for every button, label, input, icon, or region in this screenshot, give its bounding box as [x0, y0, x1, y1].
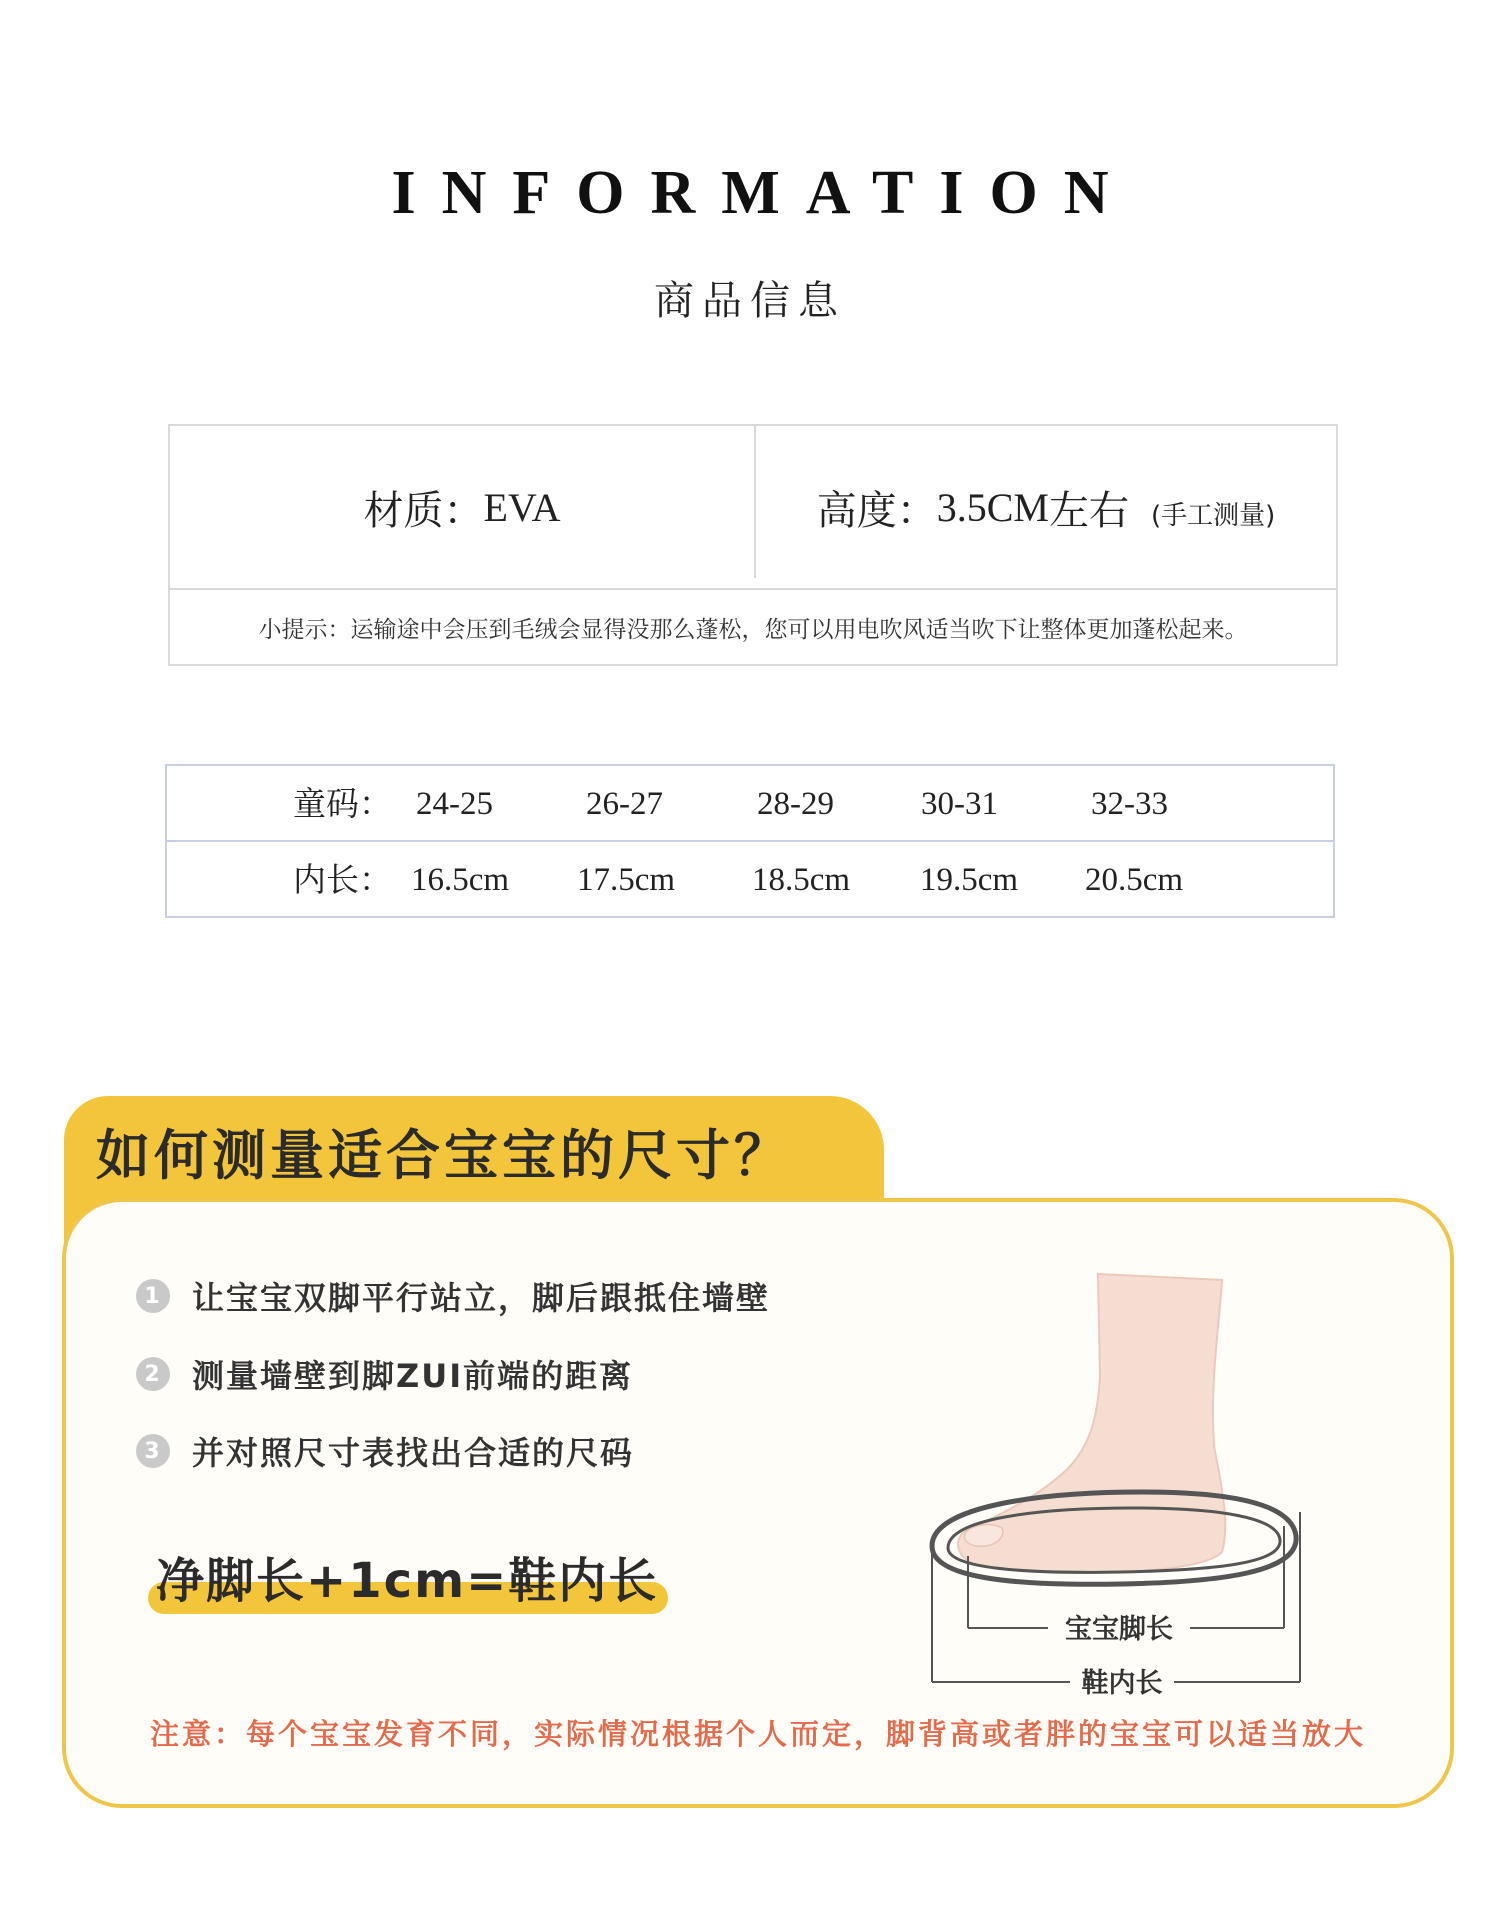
size-value: 28-29	[757, 786, 834, 822]
foot-measurement-diagram	[922, 1256, 1382, 1696]
info-tip: 小提示：运输途中会压到毛绒会显得没那么蓬松，您可以用电吹风适当吹下让整体更加蓬松起来。	[258, 616, 1248, 643]
step-item	[136, 1349, 633, 1399]
size-row	[165, 768, 1335, 840]
height-suffix: 左右	[1048, 487, 1129, 534]
length-value: 17.5cm	[577, 862, 676, 898]
size-value: 32-33	[1091, 786, 1168, 822]
step-number-2-icon: 2	[136, 1357, 170, 1391]
step-text: 让宝宝双脚平行站立，脚后跟抵住墙壁	[192, 1279, 771, 1317]
step-number-3-icon: 3	[136, 1434, 170, 1468]
measurement-guide-panel	[62, 1096, 1454, 1808]
product-info-table	[168, 424, 1338, 666]
size-table-border-bottom	[165, 916, 1335, 918]
length-value: 16.5cm	[411, 862, 510, 898]
page-title-chinese: 商品信息	[654, 278, 846, 324]
size-value: 24-25	[416, 786, 493, 822]
step-text: 并对照尺寸表找出合适的尺码	[192, 1434, 635, 1472]
height-value: 3.5CM	[936, 484, 1049, 530]
step-number-1-icon: 1	[136, 1279, 170, 1313]
size-table-border-top	[165, 764, 1335, 766]
step-item	[136, 1426, 634, 1476]
foot-length-label: 宝宝脚长	[1065, 1614, 1173, 1645]
formula-text: 净脚长+1cm=鞋内长	[156, 1553, 659, 1609]
height-cell	[756, 426, 1336, 588]
height-label: 高度：	[816, 487, 937, 534]
length-value: 19.5cm	[920, 862, 1019, 898]
notice-text: 注意：每个宝宝发育不同，实际情况根据个人而定，脚背高或者胖的宝宝可以适当放大	[149, 1717, 1366, 1751]
size-value: 30-31	[921, 786, 998, 822]
page-title-english: INFORMATION	[391, 159, 1135, 227]
panel-title: 如何测量适合宝宝的尺寸？	[96, 1124, 792, 1187]
step-item	[136, 1271, 770, 1321]
material-cell	[170, 426, 754, 588]
material-label: 材质：	[363, 487, 484, 534]
size-table	[165, 764, 1335, 918]
step-text: 测量墙壁到脚ZUI前端的距离	[192, 1357, 634, 1395]
size-label: 童码：	[293, 784, 392, 823]
size-value: 26-27	[586, 786, 663, 822]
length-value: 18.5cm	[752, 862, 851, 898]
material-value: EVA	[483, 484, 561, 530]
height-note: (手工测量)	[1150, 500, 1276, 531]
length-label: 内长：	[293, 860, 392, 899]
length-row	[165, 844, 1335, 916]
length-value: 20.5cm	[1085, 862, 1184, 898]
shoe-length-label: 鞋内长	[1081, 1668, 1163, 1696]
size-table-row-divider	[165, 840, 1335, 842]
formula-block	[148, 1546, 668, 1626]
